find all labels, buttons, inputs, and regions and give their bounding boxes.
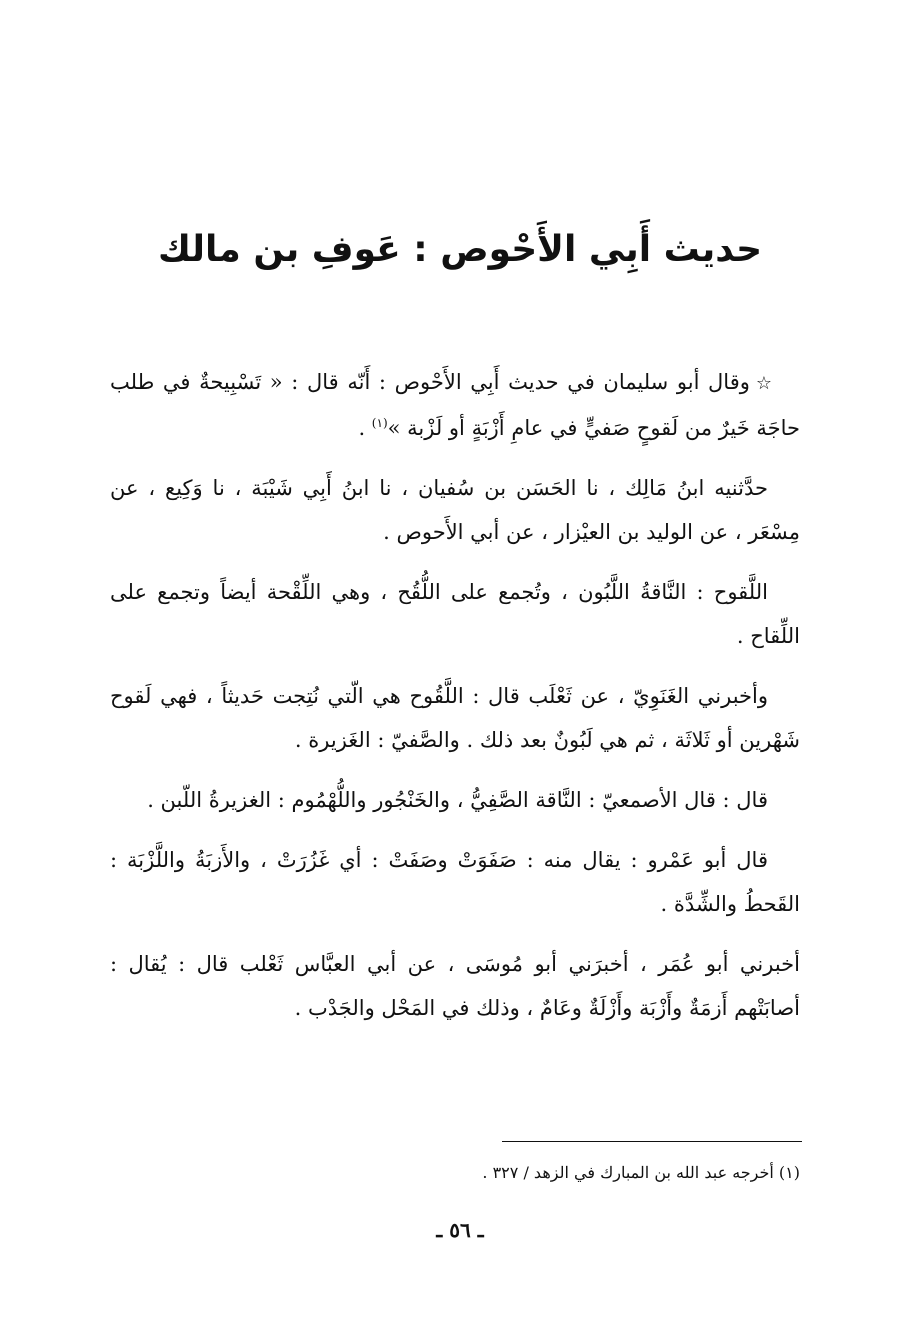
footnote-divider: [502, 1141, 802, 1142]
paragraph-2: حدَّثنيه ابنُ مَالِك ، نا الحَسَن بن سُفيان ، نا ابنُ أَبِي شَيْبَة ، نا وَكِيع ، عن مِسْعَر ، عن الوليد بن العيْزار ، عن أبي الأَحوص .: [110, 476, 800, 544]
star-icon: ☆: [755, 373, 774, 394]
main-text: [110, 360, 800, 1046]
paragraph-5: قال : قال الأصمعيّ : النَّاقة الصَّفِيُّ ، والخَنْجُور واللُّهْمُوم : الغزيرةُ اللّبن .: [147, 788, 768, 812]
paragraph-1: [110, 360, 800, 450]
paragraph-6: قال أبو عَمْرو : يقال منه : صَفَوَتْ وصَفَتْ : أي غَزُرَتْ ، والأَزبَةُ واللَّزْبَة : القَحطُ والشِّدَّة .: [110, 848, 800, 916]
paragraph-1-text: وقال أبو سليمان في حديث أَبِي الأَحْوص : أَنّه قال : « تَسْبِيحةٌ في طلب حاجَة خَيرٌ من لَقوحٍ صَفيٍّ في عامِ أَزْبَةٍ أو لَزْبة »: [110, 370, 800, 440]
paragraph-4: وأخبرني الغَنَوِيّ ، عن ثَعْلَب قال : اللَّقُوح هي الّتي نُتِجت حَديثاً ، فهي لَقوح شَهْرين أو ثَلاثَة ، ثم هي لَبُونٌ بعد ذلك . والصَّفيّ : الغَزيرة .: [110, 684, 800, 752]
paragraph-1-end: .: [358, 416, 372, 440]
chapter-title: حديث أَبِي الأَحْوص : عَوفِ بن مالك: [157, 229, 763, 270]
page-number: ـ ٥٦ ـ: [436, 1218, 484, 1242]
footnote: (١) أخرجه عبد الله بن المبارك في الزهد / ٣٢٧ .: [482, 1163, 800, 1182]
footnote-reference: (١): [371, 416, 388, 430]
paragraph-3: اللَّقوح : النَّاقةُ اللَّبُون ، وتُجمع على اللُّقُح ، وهي اللِّقْحة أيضاً وتجمع على اللِّقاح .: [110, 580, 800, 648]
paragraph-7: أخبرني أبو عُمَر ، أخبرَني أبو مُوسَى ، عن أبي العبَّاس ثَعْلب قال : يُقال : أصابَتْهم أَزمَةٌ وأَزْبَة وأَزْلَةٌ وعَامٌ ، وذلك في المَحْل والجَدْب .: [110, 952, 800, 1020]
